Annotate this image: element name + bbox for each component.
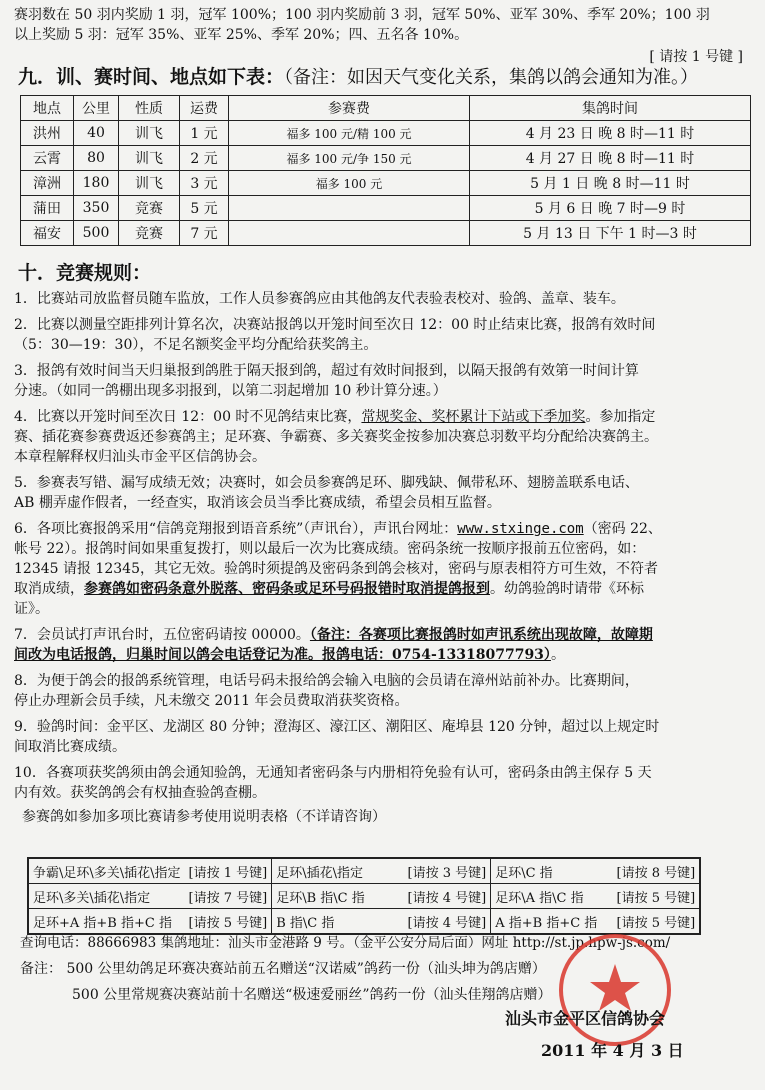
rule-6-text: 6．各项比赛报鸽采用“信鸽竞翔报到语音系统”（声讯台），声讯台网址：	[14, 521, 458, 537]
table-row	[28, 884, 700, 909]
section-9-title: 九．训、赛时间、地点如下表：	[18, 66, 285, 88]
cell: 训飞	[119, 146, 180, 171]
rule-9-line-1: 9．验鸽时间：金平区、龙湖区 80 分钟；澄海区、濠江区、潮阳区、庵埠县 120 分钟，超过以上规定时	[14, 719, 660, 735]
table-row	[21, 221, 751, 246]
key-cell	[272, 909, 491, 935]
rule-10-line-1: 10．各赛项获奖鸽须由鸽会通知验鸽，无通知者密码条与内册相符免验有认可，密码条由鸽主保存 5 天	[14, 765, 652, 781]
cell: 4 月 23 日 晚 8 时—11 时	[470, 121, 751, 146]
key-cell-label: B 指\C 指	[276, 915, 335, 931]
rule-6-text-2: 取消成绩，	[14, 581, 84, 597]
cell: 40	[74, 121, 119, 146]
cell: 福多 100 元/争 150 元	[229, 146, 470, 171]
rule-7-tail: 。	[550, 647, 565, 663]
cell: 500	[74, 221, 119, 246]
rule-5-line-2: AB 棚弄虚作假者，一经查实，取消该会员当季比赛成绩，希望会员相互监督。	[14, 495, 501, 511]
rule-4-line-3: 本章程解释权归汕头市金平区信鸽协会。	[14, 449, 266, 465]
table-row	[21, 146, 751, 171]
cell: 80	[74, 146, 119, 171]
key-cell	[491, 884, 701, 909]
contact-line: 查询电话：88666983 集鸽地址：汕头市金港路 9 号。（金平公安分局后面）网址 http://st.jp.hpw-js.com/	[20, 935, 671, 951]
remark-line-2: 500 公里常规赛决赛站前十名赠送“极速爱丽丝”鸽药一份（汕头佳翔鸽店赠）	[72, 987, 552, 1003]
cell: 3 元	[180, 171, 229, 196]
rule-6-underline: 参赛鸽如密码条意外脱落、密码条或足环号码报错时取消提鸽报到	[84, 581, 490, 597]
rule-7-underline: （备注：各赛项比赛报鸽时如声讯系统出现故障，故障期	[309, 627, 653, 643]
rule-7-text: 7．会员试打声讯台时，五位密码请按 00000。	[14, 627, 310, 643]
key-cell	[28, 909, 272, 935]
cell: 5 月 1 日 晚 8 时—11 时	[470, 171, 751, 196]
key-hint: [ 请按 1 号键 ]	[649, 49, 743, 65]
rule-1: 1．比赛站司放监督员随车监放，工作人员参赛鸽应由其他鸽友代表验表校对、验鸽、盖章、装车。	[14, 291, 625, 307]
rule-4-tail: 。参加指定	[585, 409, 656, 425]
key-cell-hint: [请按 5 号键]	[616, 890, 696, 906]
key-cell-hint: [请按 4 号键]	[407, 890, 487, 906]
voice-system-url[interactable]: www.stxinge.com	[457, 521, 584, 537]
rule-8-line-1: 8．为便于鸽会的报鸽系统管理，电话号码未报给鸽会输入电脑的会员请在漳州站前补办。比赛期间，	[14, 673, 639, 689]
organization-name: 汕头市金平区信鸽协会	[505, 1009, 666, 1028]
header-place: 地点	[21, 96, 74, 121]
rule-7-line-2	[14, 646, 565, 664]
intro-line-1: 赛羽数在 50 羽内奖励 1 羽，冠军 100%；100 羽内奖励前 3 羽，冠军 50%、亚军 30%、季军 20%；100 羽	[14, 7, 710, 23]
rule-4-line-1	[14, 408, 655, 426]
key-cell-hint: [请按 7 号键]	[188, 890, 268, 906]
cell: 福多 100 元/精 100 元	[229, 121, 470, 146]
section-9-heading	[18, 68, 698, 87]
table-row	[21, 171, 751, 196]
cell: 洪州	[21, 121, 74, 146]
table-row	[21, 196, 751, 221]
table-row	[28, 858, 700, 884]
section-9-note: （备注：如因天气变化关系，集鸽以鸽会通知为准。）	[284, 67, 699, 88]
cell: 福安	[21, 221, 74, 246]
rule-6-line-1	[14, 520, 662, 538]
cell: 蒲田	[21, 196, 74, 221]
document-date: 2011 年 4 月 3 日	[541, 1041, 684, 1060]
cell: 训飞	[119, 121, 180, 146]
key-cell-hint: [请按 1 号键]	[188, 865, 268, 881]
header-collect-time: 集鸽时间	[470, 96, 751, 121]
header-type: 性质	[119, 96, 180, 121]
key-cell-label: 足环\B 指\C 指	[276, 890, 365, 906]
header-km: 公里	[74, 96, 119, 121]
cell: 350	[74, 196, 119, 221]
rule-2-line-1: 2．比赛以测量空距排列计算名次，决赛站报鸽以开笼时间至次日 12：00 时止结束比赛，报鸽有效时间	[14, 317, 656, 333]
rule-6-line-4	[14, 580, 644, 598]
rule-7-line-1	[14, 626, 653, 644]
cell: 2 元	[180, 146, 229, 171]
key-cell-label: 足环+A 指+B 指+C 指	[33, 915, 172, 931]
rule-10-line-2: 内有效。获奖鸽鸽会有权抽查验鸽查棚。	[14, 785, 266, 801]
cell: 竞赛	[119, 221, 180, 246]
key-cell	[491, 858, 701, 884]
rule-6-line-2: 帐号 22）。报鸽时间如果重复拨打，则以最后一次为比赛成绩。密码条统一按顺序报前五位密码，如：	[14, 541, 646, 557]
cell: 竞赛	[119, 196, 180, 221]
rule-6-line-5: 证》。	[14, 601, 49, 617]
schedule-header-row	[21, 96, 751, 121]
intro-line-2: 以上奖励 5 羽：冠军 35%、亚军 25%、季军 20%；四、五名各 10%。	[14, 27, 469, 43]
key-cell-label: 足环\插花\指定	[276, 865, 363, 881]
key-cell-hint: [请按 8 号键]	[616, 865, 696, 881]
key-cell-label: A 指+B 指+C 指	[495, 915, 598, 931]
rule-4-line-2: 赛、插花赛参赛费返还参赛鸽主；足环赛、争霸赛、多关赛奖金按参加决赛总羽数平均分配给决赛鸽主。	[14, 429, 658, 445]
official-seal-icon	[555, 930, 675, 1050]
key-cell-hint: [请按 4 号键]	[407, 915, 487, 931]
key-table	[27, 857, 701, 935]
cell: 180	[74, 171, 119, 196]
key-cell-hint: [请按 5 号键]	[616, 915, 696, 931]
cell: 7 元	[180, 221, 229, 246]
rule-6-line-3: 12345 请报 12345，其它无效。验鸽时须提鸽及密码条到鸽会核对，密码与原表相符方可生效，不符者	[14, 561, 658, 577]
rule-6-tail: （密码 22、	[583, 521, 662, 537]
rule-4-underline: 常规奖金、奖杯累计下站或下季加奖	[361, 409, 586, 425]
cell: 5 月 13 日 下午 1 时—3 时	[470, 221, 751, 246]
rule-5-line-1: 5．参赛表写错、漏写成绩无效；决赛时，如会员参赛鸽足环、脚残缺、佩带私环、翅膀盖联系电话、	[14, 475, 639, 491]
header-fee: 运费	[180, 96, 229, 121]
cell: 云霄	[21, 146, 74, 171]
key-cell-label: 足环\A 指\C 指	[495, 890, 584, 906]
key-cell	[28, 858, 272, 884]
cell: 4 月 27 日 晚 8 时—11 时	[470, 146, 751, 171]
cell: 福多 100 元	[229, 171, 470, 196]
key-cell-label: 争霸\足环\多关\插花\指定	[33, 865, 181, 881]
rule-3-line-2: 分速。（如同一鸽棚出现多羽报到，以第二羽起增加 10 秒计算分速。）	[14, 383, 447, 399]
cell: 5 月 6 日 晚 7 时—9 时	[470, 196, 751, 221]
rule-4-text: 4．比赛以开笼时间至次日 12：00 时不见鸽结束比赛，	[14, 409, 362, 425]
schedule-table	[20, 95, 751, 246]
cell: 漳洲	[21, 171, 74, 196]
cell: 1 元	[180, 121, 229, 146]
cell	[229, 221, 470, 246]
rule-8-line-2: 停止办理新会员手续，凡未缴交 2011 年会员费取消获奖资格。	[14, 693, 409, 709]
cell: 训飞	[119, 171, 180, 196]
rule-3-line-1: 3．报鸽有效时间当天归巢报到鸽胜于隔天报到鸽，超过有效时间报到，以隔天报鸽有效第一时间计算	[14, 363, 639, 379]
key-cell	[272, 858, 491, 884]
rule-9-line-2: 间取消比赛成绩。	[14, 739, 126, 755]
cell	[229, 196, 470, 221]
key-cell	[28, 884, 272, 909]
remark-line-1: 备注： 500 公里幼鸽足环赛决赛站前五名赠送“汉诺威”鸽药一份（汕头坤为鸽店赠）	[20, 961, 546, 977]
key-cell-hint: [请按 5 号键]	[188, 915, 268, 931]
key-cell-hint: [请按 3 号键]	[407, 865, 487, 881]
key-table-title: 参赛鸽如参加多项比赛请参考使用说明表格（不详请咨询）	[22, 809, 386, 825]
rule-7-underline-2: 间改为电话报鸽，归巢时间以鸽会电话登记为准。报鸽电话：0754-13318077793）	[14, 647, 551, 663]
key-cell-label: 足环\C 指	[495, 865, 553, 881]
section-10-title: 十．竞赛规则：	[18, 262, 152, 284]
rule-6-tail-2: 。幼鸽验鸽时请带《环标	[490, 581, 644, 597]
table-row	[21, 121, 751, 146]
key-cell-label: 足环\多关\插花\指定	[33, 890, 151, 906]
key-cell	[272, 884, 491, 909]
cell: 5 元	[180, 196, 229, 221]
rule-2-line-2: （5：30—19：30），不足名额奖金平均分配给获奖鸽主。	[14, 337, 378, 353]
header-entry-fee: 参赛费	[229, 96, 470, 121]
